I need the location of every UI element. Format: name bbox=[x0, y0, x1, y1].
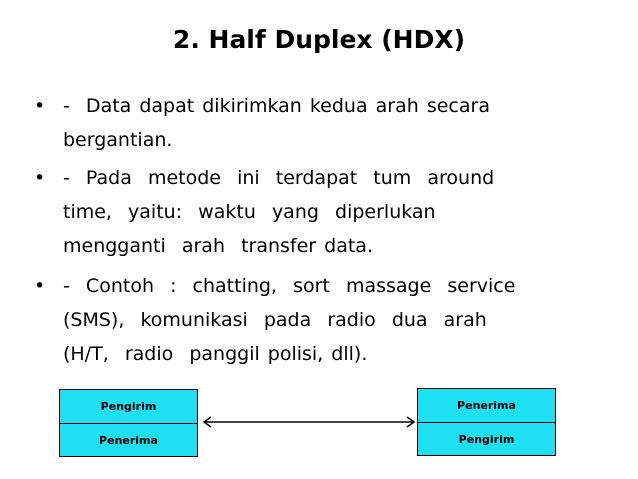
sender-receiver-box-right bbox=[417, 388, 556, 456]
bullet-line: bergantian. bbox=[63, 129, 173, 151]
box-cell-top: Penerima bbox=[418, 389, 555, 423]
box-cell-bottom: Pengirim bbox=[458, 433, 515, 446]
bullet-line: mengganti arah transfer data. bbox=[63, 235, 373, 257]
sender-receiver-box-left bbox=[59, 389, 198, 457]
bullet-line: time, yaitu: waktu yang diperlukan bbox=[63, 201, 436, 223]
bullet-line: - Pada metode ini terdapat tum around bbox=[63, 167, 495, 189]
bullet-line: - Contoh : chatting, sort massage service bbox=[63, 275, 516, 297]
bullet-line: (H/T, radio panggil polisi, dll). bbox=[63, 343, 368, 365]
box-cell-top: Pengirim bbox=[60, 390, 197, 424]
bullet-marker: • bbox=[34, 167, 46, 189]
double-arrow-icon bbox=[200, 412, 418, 432]
bullet-marker: • bbox=[34, 95, 46, 117]
slide-title: 2. Half Duplex (HDX) bbox=[172, 25, 466, 54]
bullet-line: (SMS), komunikasi pada radio dua arah bbox=[63, 309, 487, 331]
box-cell-bottom: Penerima bbox=[99, 434, 158, 447]
bullet-line: - Data dapat dikirimkan kedua arah secara bbox=[63, 95, 490, 117]
bullet-marker: • bbox=[34, 275, 46, 297]
